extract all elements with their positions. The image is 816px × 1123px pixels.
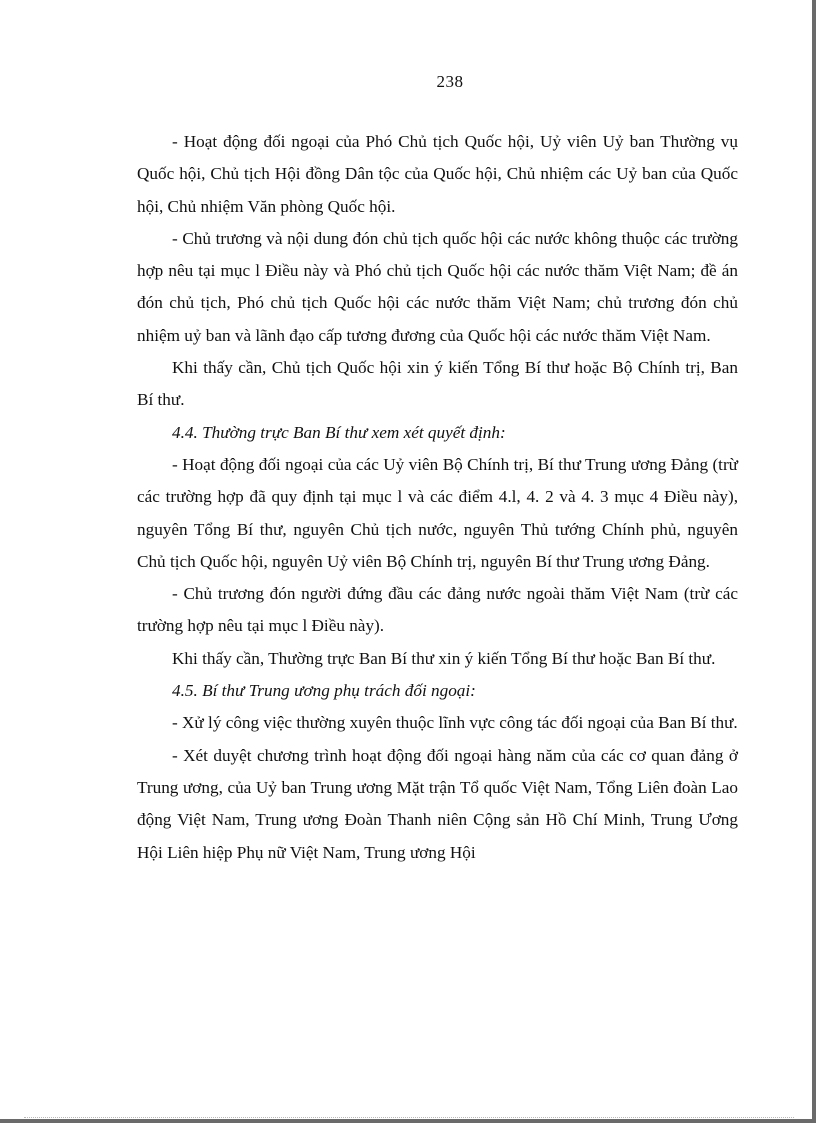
paragraph-5: - Hoạt động đối ngoại của các Uỷ viên Bộ Chính trị, Bí thư Trung ương Đảng (trừ các trường hợp đã quy định tại mục l và các điểm 4.l, 4. 2 và 4. 3 mục 4 Điều này), nguyên Tổng Bí thư, nguyên Chủ tịch nước, nguyên Thủ tướng Chính phủ, nguyên Chủ tịch Quốc hội, nguyên Uỷ viên Bộ Chính trị, nguyên Bí thư Trung ương Đảng.: [137, 454, 738, 571]
section-heading-4-4: 4.4. Thường trực Ban Bí thư xem xét quyết định:: [172, 422, 506, 442]
section-heading-4-5: 4.5. Bí thư Trung ương phụ trách đối ngoại:: [172, 681, 476, 701]
paragraph-3: Khi thấy cần, Chủ tịch Quốc hội xin ý kiến Tổng Bí thư hoặc Bộ Chính trị, Ban Bí thư.: [137, 358, 738, 410]
paragraph-7: Khi thấy cần, Thường trực Ban Bí thư xin ý kiến Tổng Bí thư hoặc Ban Bí thư.: [172, 648, 716, 668]
paragraph-2: - Chủ trương và nội dung đón chủ tịch quốc hội các nước không thuộc các trường hợp nêu tại mục l Điều này và Phó chủ tịch Quốc hội các nước thăm Việt Nam; đề án đón chủ tịch, Phó chủ tịch Quốc hội các nước thăm Việt Nam; chủ trương đón chủ nhiệm uỷ ban và lãnh đạo cấp tương đương của Quốc hội các nước thăm Việt Nam.: [137, 228, 738, 345]
footer-dotted-divider: [24, 1117, 794, 1118]
paragraph-9: - Xử lý công việc thường xuyên thuộc lĩnh vực công tác đối ngoại của Ban Bí thư.: [172, 713, 738, 733]
paragraph-10: - Xét duyệt chương trình hoạt động đối ngoại hàng năm của các cơ quan đảng ở Trung ương, của Uỷ ban Trung ương Mặt trận Tổ quốc Việt Nam, Tổng Liên đoàn Lao động Việt Nam, Trung ương Đoàn Thanh niên Cộng sản Hồ Chí Minh, Trung Ương Hội Liên hiệp Phụ nữ Việt Nam, Trung ương Hội: [137, 745, 738, 862]
paragraph-6: - Chủ trương đón người đứng đầu các đảng nước ngoài thăm Việt Nam (trừ các trường hợp nêu tại mục l Điều này).: [137, 584, 738, 636]
page-number: 238: [436, 72, 464, 91]
document-body: [137, 126, 738, 869]
paragraph-1: - Hoạt động đối ngoại của Phó Chủ tịch Quốc hội, Uỷ viên Uỷ ban Thường vụ Quốc hội, Chủ tịch Hội đồng Dân tộc của Quốc hội, Chủ nhiệm các Uỷ ban của Quốc hội, Chủ nhiệm Văn phòng Quốc hội.: [137, 132, 738, 216]
